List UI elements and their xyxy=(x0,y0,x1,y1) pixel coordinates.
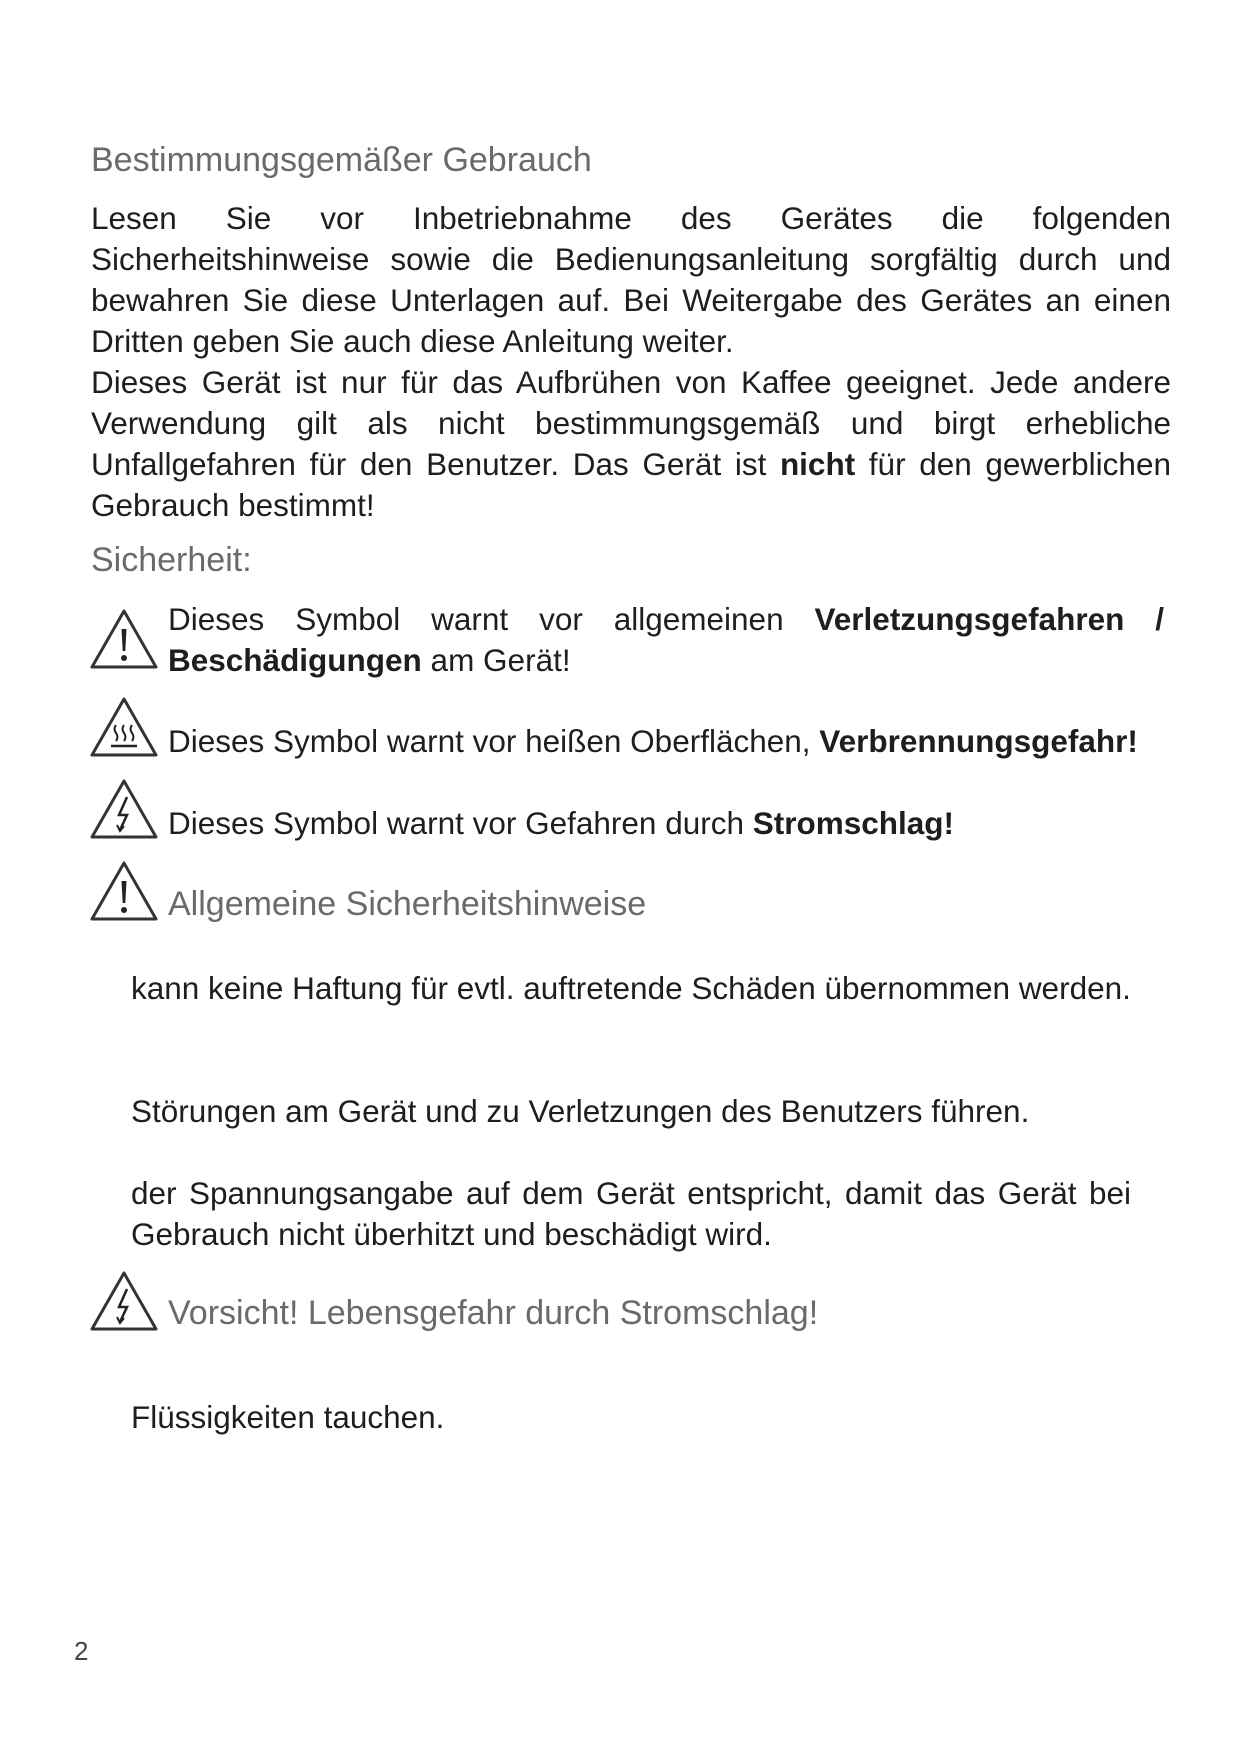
safety-heading: Sicherheit: xyxy=(91,541,252,579)
symbol-electric-label: Dieses Symbol warnt vor Gefahren durch xyxy=(168,805,753,841)
electric-danger-heading: Vorsicht! Lebensgefahr durch Stromschlag! xyxy=(168,1294,819,1332)
electric-item-1: Flüssigkeiten tauchen. xyxy=(131,1399,445,1435)
warning-exclamation-icon xyxy=(89,859,159,923)
hot-surface-icon xyxy=(89,695,159,759)
symbol-hot-label: Dieses Symbol warnt vor heißen Oberflächen, xyxy=(168,723,820,759)
general-safety-heading: Allgemeine Sicherheitshinweise xyxy=(168,885,647,923)
symbol-warning-label: Dieses Symbol warnt vor allgemeinen xyxy=(168,601,815,637)
intro-p2-text: Dieses Gerät ist nur für das Aufbrühen von Kaffee geeignet. Jede andere Verwendung gilt als nicht bestimmungsgemäß und birgt erhebliche Unfallgefahren für den Benutzer. Das Gerät ist xyxy=(91,364,1171,482)
electric-shock-icon xyxy=(89,1269,159,1333)
page-title: Bestimmungsgemäßer Gebrauch xyxy=(91,141,592,179)
symbol-electric-bold: Stromschlag! xyxy=(752,805,955,841)
symbol-warning-text xyxy=(168,599,1164,681)
general-item-2: Störungen am Gerät und zu Verletzungen des Benutzers führen. xyxy=(131,1093,1030,1129)
electric-shock-icon xyxy=(89,777,159,841)
symbol-warning-after: am Gerät! xyxy=(421,642,571,678)
warning-exclamation-icon xyxy=(89,607,159,671)
intro-paragraph-1: Lesen Sie vor Inbetriebnahme des Gerätes die folgenden Sicherheitshinweise sowie die Bedienungsanleitung sorgfältig durch und bewahren Sie diese Unterlagen auf. Bei Weitergabe des Gerätes an einen Dritten geben Sie auch diese Anleitung weiter. xyxy=(91,200,1171,359)
general-item-1: kann keine Haftung für evtl. auftretende Schäden übernommen werden. xyxy=(131,970,1131,1006)
symbol-warning-bold: Verletzungsgefahren / Beschädigungen xyxy=(168,601,1164,678)
general-item-3: der Spannungsangabe auf dem Gerät entspricht, damit das Gerät bei Gebrauch nicht überhitzt und beschädigt wird. xyxy=(131,1175,1131,1252)
symbol-hot-bold: Verbrennungsgefahr! xyxy=(819,723,1138,759)
intro-paragraph-2 xyxy=(91,362,1171,526)
symbol-electric-text xyxy=(168,803,954,844)
intro-p2-text-end: für den gewerblichen Gebrauch bestimmt! xyxy=(91,446,1171,523)
symbol-hot-text xyxy=(168,721,1138,762)
page-number: 2 xyxy=(74,1636,89,1666)
intro-p2-bold: nicht xyxy=(779,446,856,482)
